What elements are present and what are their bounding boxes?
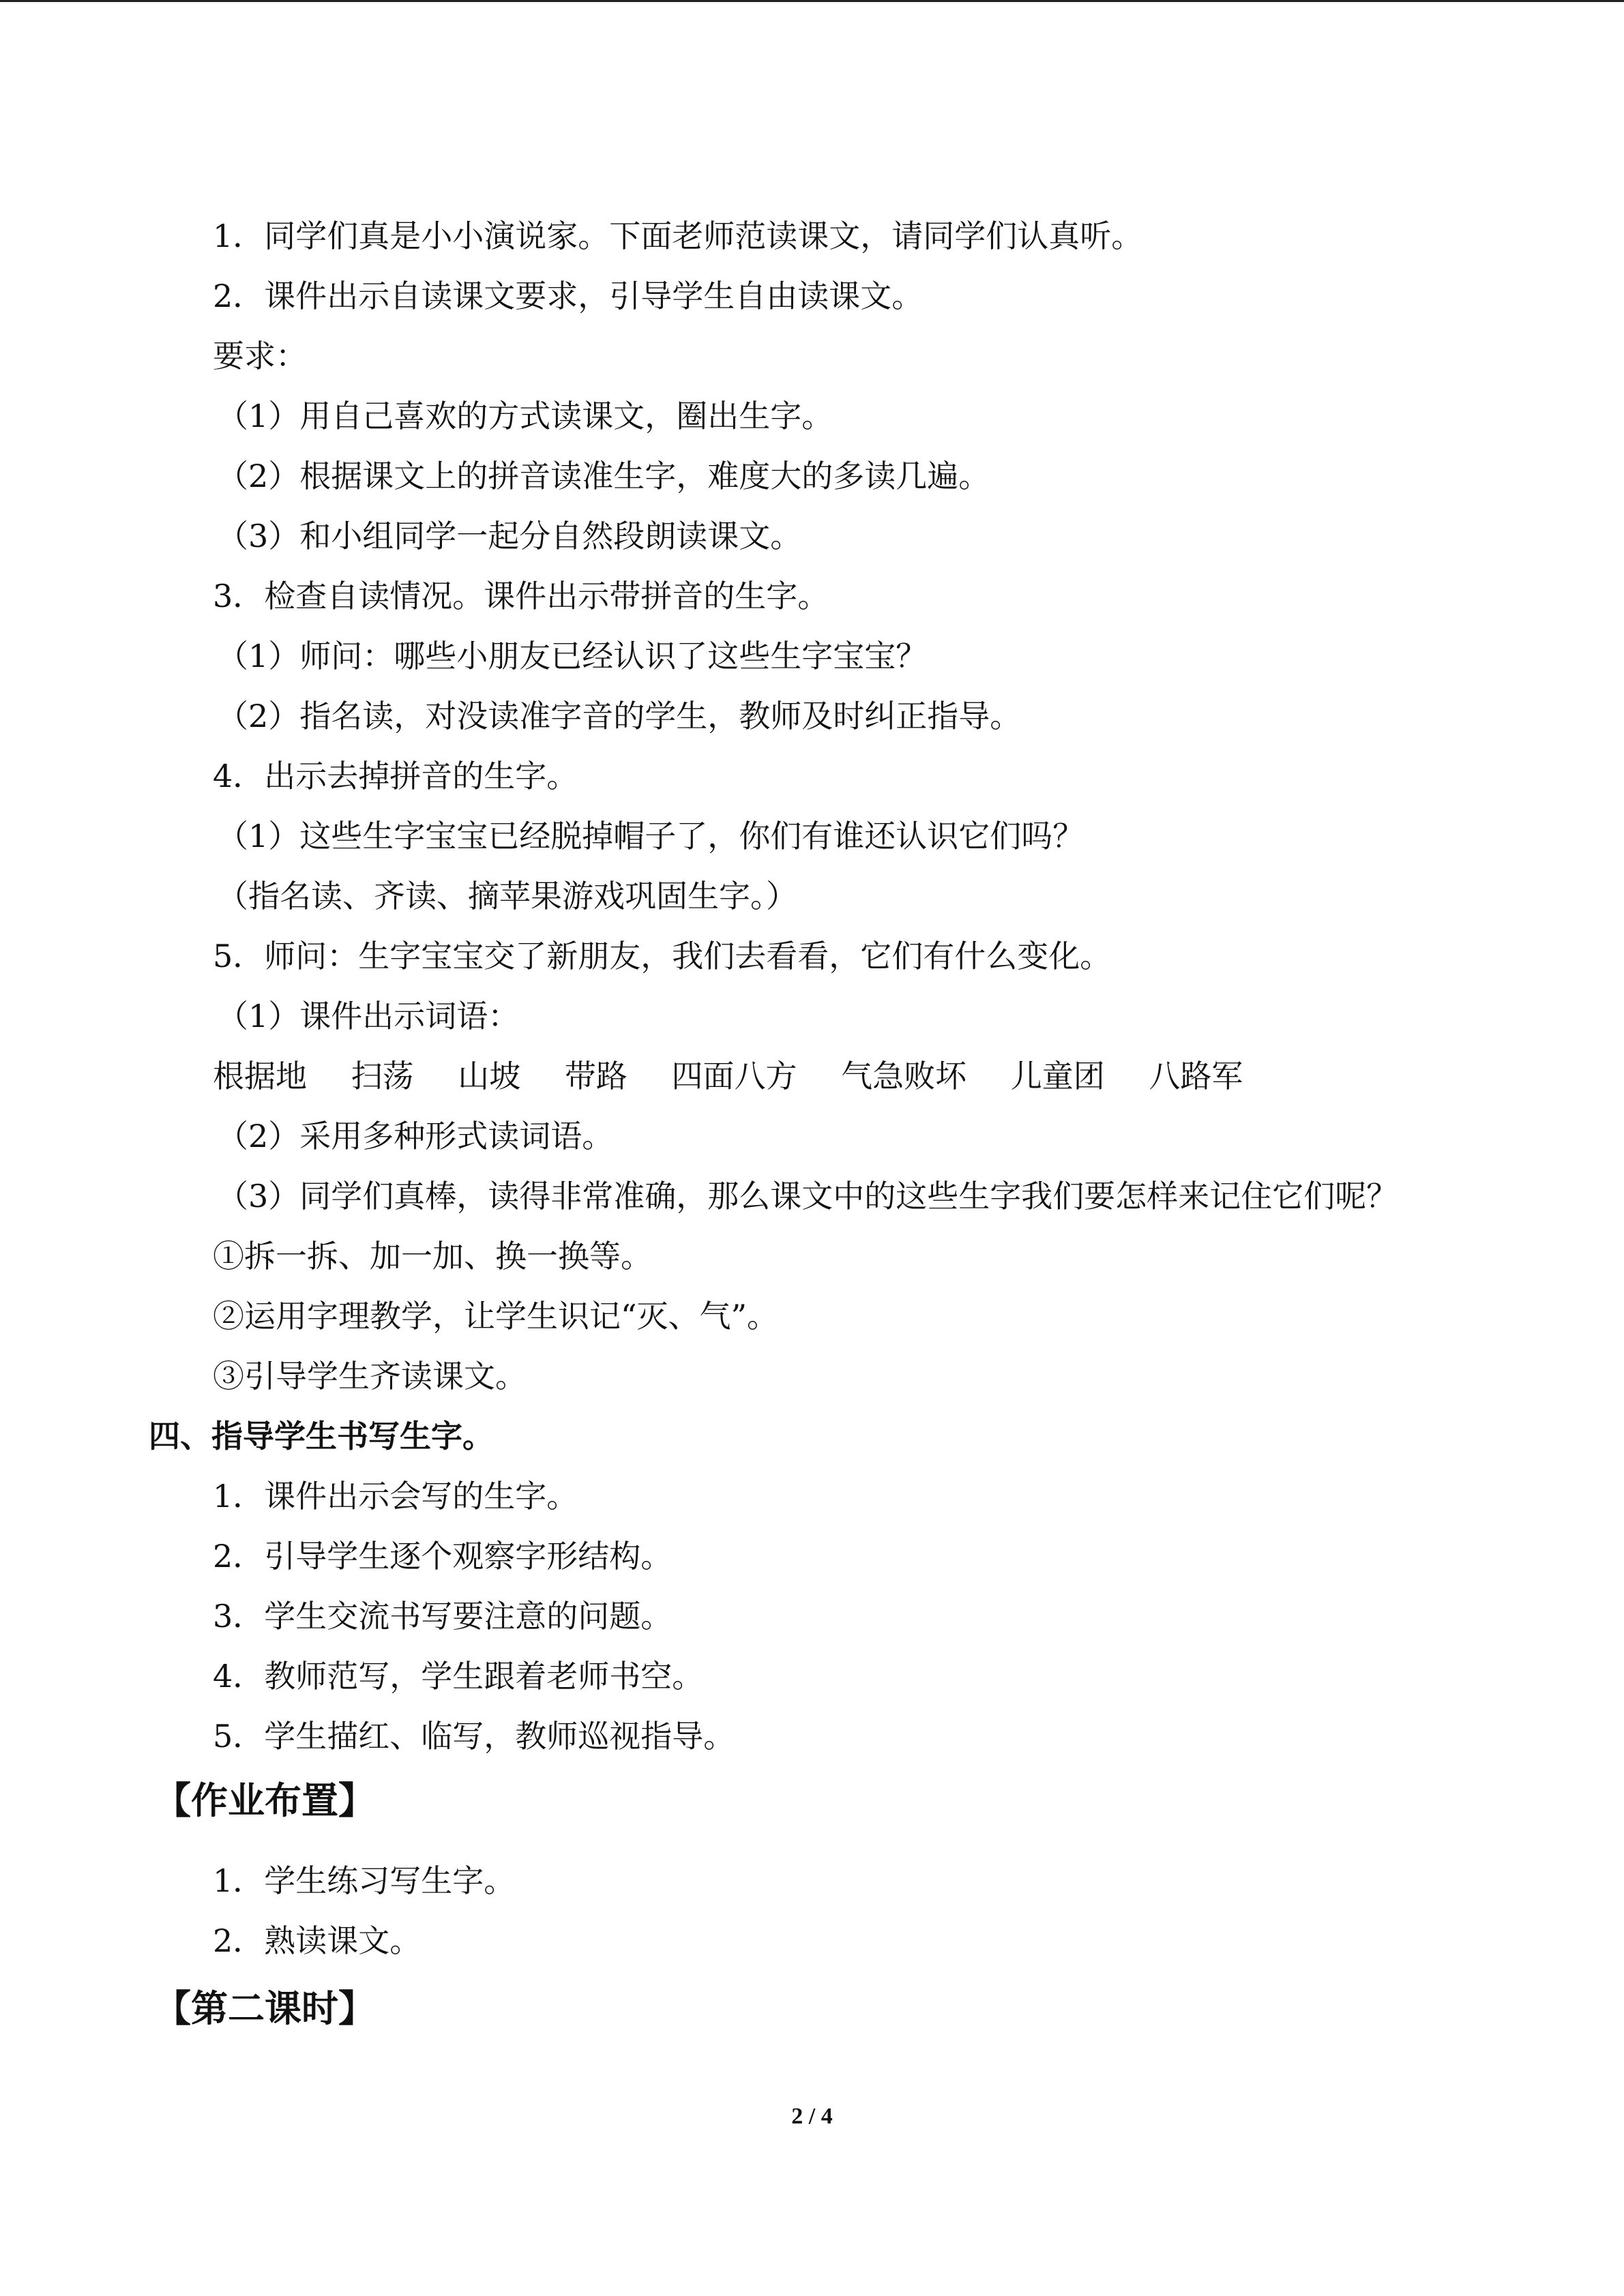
list-item: 3．学生交流书写要注意的问题。 [213, 1598, 673, 1635]
section-heading: 四、指导学生书写生字。 [149, 1418, 494, 1455]
paragraph-line: （3）同学们真棒，读得非常准确，那么课文中的这些生字我们要怎样来记住它们呢？ [217, 1178, 1398, 1214]
vocabulary-list [213, 1056, 1277, 1097]
vocab-word: 气急败坏 [841, 1058, 967, 1094]
vocab-word: 根据地 [213, 1058, 307, 1094]
list-item: 1．学生练习写生字。 [213, 1862, 516, 1899]
vocab-word: 扫荡 [351, 1058, 414, 1094]
paragraph-line: 2．课件出示自读课文要求，引导学生自由读课文。 [213, 278, 924, 314]
vocab-word: 带路 [564, 1058, 628, 1094]
paragraph-line: 4．出示去掉拼音的生字。 [213, 758, 578, 794]
paragraph-line: （1）这些生字宝宝已经脱掉帽子了，你们有谁还认识它们吗？ [217, 818, 1084, 854]
paragraph-line: （2）指名读，对没读准字音的学生，教师及时纠正指导。 [217, 698, 1022, 734]
paragraph-line: 3．检查自读情况。课件出示带拼音的生字。 [213, 578, 829, 614]
vocab-word: 四面八方 [671, 1058, 797, 1094]
paragraph-line: 1．同学们真是小小演说家。下面老师范读课文，请同学们认真听。 [213, 218, 1143, 254]
paragraph-line: ②运用字理教学，让学生识记“灭、气”。 [213, 1298, 779, 1335]
page-number: 2 / 4 [791, 2104, 833, 2129]
second-lesson-heading: 【第二课时】 [154, 1986, 375, 2030]
list-item: 5．学生描红、临写，教师巡视指导。 [213, 1718, 735, 1755]
list-item: 1．课件出示会写的生字。 [213, 1478, 578, 1515]
paragraph-line: （3）和小组同学一起分自然段朗读课文。 [217, 518, 802, 554]
vocab-word: 八路军 [1149, 1058, 1243, 1094]
list-item: 4．教师范写，学生跟着老师书空。 [213, 1658, 704, 1695]
paragraph-line: （2）根据课文上的拼音读准生字，难度大的多读几遍。 [217, 458, 990, 494]
paragraph-line: （1）课件出示词语： [217, 998, 520, 1034]
list-item: 2．引导学生逐个观察字形结构。 [213, 1538, 673, 1575]
list-item: 2．熟读课文。 [213, 1922, 422, 1959]
homework-heading: 【作业布置】 [154, 1778, 375, 1822]
paragraph-line: 5．师问：生字宝宝交了新朋友，我们去看看，它们有什么变化。 [213, 938, 1112, 974]
paragraph-line: ③引导学生齐读课文。 [213, 1358, 527, 1395]
paragraph-line: （1）师问：哪些小朋友已经认识了这些生字宝宝？ [217, 638, 928, 674]
paragraph-line: ①拆一拆、加一加、换一换等。 [213, 1238, 652, 1274]
paragraph-line: （2）采用多种形式读词语。 [217, 1118, 614, 1154]
paragraph-line: （1）用自己喜欢的方式读课文，圈出生字。 [217, 398, 833, 434]
paragraph-line: 要求： [213, 338, 307, 374]
vocab-word: 山坡 [458, 1058, 521, 1094]
vocab-word: 儿童团 [1010, 1058, 1105, 1094]
paragraph-line: （指名读、齐读、摘苹果游戏巩固生字。） [217, 878, 797, 914]
